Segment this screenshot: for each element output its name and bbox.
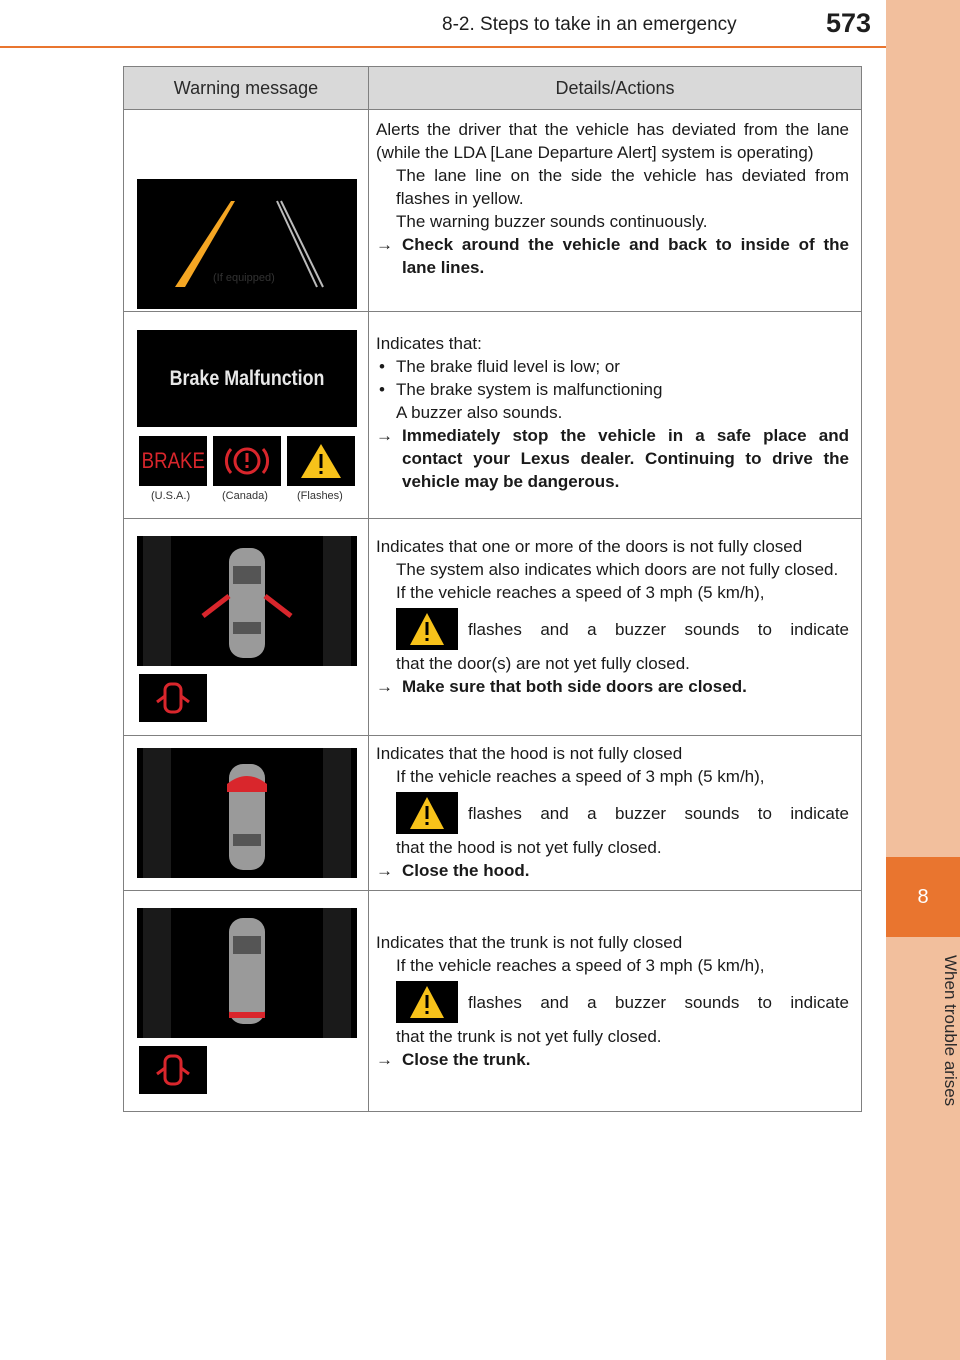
table-row xyxy=(124,519,862,736)
hood-text-4: that the hood is not yet fully closed. xyxy=(396,838,662,857)
door-action-text: Make sure that both side doors are closed. xyxy=(402,677,747,696)
door-text-1: Indicates that one or more of the doors is not fully closed xyxy=(376,537,803,556)
brake-buzzer-text: A buzzer also sounds. xyxy=(396,403,563,422)
table-row xyxy=(124,891,862,1112)
caption-if-equipped: (If equipped) xyxy=(213,272,275,284)
brake-action-text: Immediately stop the vehicle in a safe place and contact your Lexus dealer. Continuing to drive the vehicle may be dangerous. xyxy=(402,426,849,491)
lane-warning-details xyxy=(369,110,862,312)
car-doors-open-icon xyxy=(137,536,357,666)
trunk-warning-icon xyxy=(139,1046,207,1094)
table-row xyxy=(124,736,862,891)
door-warning-icon xyxy=(139,674,207,722)
trunk-text-3: flashes and a buzzer sounds to indicate xyxy=(468,992,849,1012)
warning-triangle-icon xyxy=(396,608,458,650)
brake-circle-icon xyxy=(223,443,271,479)
brake-canada-icon xyxy=(213,436,281,486)
warning-triangle-icon xyxy=(396,981,458,1023)
trunk-text-4: that the trunk is not yet fully closed. xyxy=(396,1027,662,1046)
hood-text-2: If the vehicle reaches a speed of 3 mph (5 km/h), xyxy=(396,767,765,786)
hood-warning-details xyxy=(369,736,862,891)
brake-warning-details xyxy=(369,312,862,519)
lane-departure-display xyxy=(137,179,357,309)
warning-triangle-icon xyxy=(396,792,458,834)
col-warning-message: Warning message xyxy=(124,67,369,110)
lane-text-2: The lane line on the side the vehicle has deviated from flashes in yellow. xyxy=(396,166,849,208)
car-trunk-open-icon xyxy=(137,908,357,1038)
chapter-number: 8 xyxy=(886,857,960,937)
hood-open-display xyxy=(137,748,357,878)
trunk-text-1: Indicates that the trunk is not fully closed xyxy=(376,933,683,952)
brake-usa-icon xyxy=(139,436,207,486)
brake-text-icon: BRAKE xyxy=(141,448,205,473)
brake-bullet-2-text: The brake system is malfunctioning xyxy=(396,380,663,399)
page-number: 573 xyxy=(826,8,872,38)
warning-table xyxy=(123,66,862,1112)
hood-text-3: flashes and a buzzer sounds to indicate xyxy=(468,803,849,823)
master-warning-icon xyxy=(287,436,355,486)
table-row xyxy=(124,312,862,519)
car-hood-open-icon xyxy=(137,748,357,878)
brake-action: → Immediately stop the vehicle in a safe place and contact your Lexus dealer. Continuing to drive the vehicle may be dangerous. xyxy=(376,426,849,491)
hood-warning-image-cell xyxy=(124,736,369,891)
hood-action-text: Close the hood. xyxy=(402,861,530,880)
caption-usa: (U.S.A.) xyxy=(151,490,191,502)
chapter-sidebar xyxy=(886,0,960,1360)
warning-triangle-icon xyxy=(299,441,343,481)
door-inline-warning xyxy=(396,608,849,650)
door-text-2: The system also indicates which doors are not fully closed. xyxy=(396,560,839,579)
brake-warning-image-cell xyxy=(124,312,369,519)
brake-malfunction-display xyxy=(137,330,357,427)
door-open-display xyxy=(137,536,357,666)
trunk-warning-image-cell xyxy=(124,891,369,1112)
lane-lines-icon xyxy=(137,179,357,309)
hood-action: → Close the hood. xyxy=(376,861,530,880)
car-door-icon xyxy=(153,680,193,716)
trunk-action-text: Close the trunk. xyxy=(402,1050,531,1069)
brake-bullet-2: • The brake system is malfunctioning xyxy=(379,380,663,399)
trunk-inline-warning xyxy=(396,981,849,1023)
door-text-5: that the door(s) are not yet fully closed. xyxy=(396,654,690,673)
brake-bullet-1: • The brake fluid level is low; or xyxy=(379,357,620,376)
section-title: 8-2. Steps to take in an emergency xyxy=(442,14,737,35)
brake-intro: Indicates that: xyxy=(376,334,482,353)
col-details-actions: Details/Actions xyxy=(369,67,862,110)
caption-canada: (Canada) xyxy=(222,490,268,502)
trunk-warning-details xyxy=(369,891,862,1112)
caption-flashes: (Flashes) xyxy=(297,490,343,502)
door-text-4: flashes and a buzzer sounds to indicate xyxy=(468,619,849,639)
door-text-3: If the vehicle reaches a speed of 3 mph (5 km/h), xyxy=(396,583,765,602)
hood-inline-warning xyxy=(396,792,849,834)
hood-text-1: Indicates that the hood is not fully closed xyxy=(376,744,683,763)
trunk-action: → Close the trunk. xyxy=(376,1050,531,1069)
lane-text-1: Alerts the driver that the vehicle has deviated from the lane (while the LDA [Lane Departure Alert] system is operating) xyxy=(376,120,849,162)
car-door-icon xyxy=(153,1052,193,1088)
lane-action-text: Check around the vehicle and back to inside of the lane lines. xyxy=(402,235,849,277)
lane-text-3: The warning buzzer sounds continuously. xyxy=(396,212,708,231)
chapter-title: When trouble arises xyxy=(941,955,960,1107)
door-warning-details xyxy=(369,519,862,736)
header-rule xyxy=(0,46,886,48)
door-warning-image-cell xyxy=(124,519,369,736)
brake-display-text: Brake Malfunction xyxy=(169,366,325,390)
trunk-text-2: If the vehicle reaches a speed of 3 mph (5 km/h), xyxy=(396,956,765,975)
table-header-row xyxy=(124,67,862,110)
trunk-open-display xyxy=(137,908,357,1038)
chapter-title-vertical xyxy=(886,955,960,1135)
lane-action: → Check around the vehicle and back to inside of the lane lines. xyxy=(376,235,849,277)
brake-bullet-1-text: The brake fluid level is low; or xyxy=(396,357,620,376)
door-action: → Make sure that both side doors are closed. xyxy=(376,677,747,696)
